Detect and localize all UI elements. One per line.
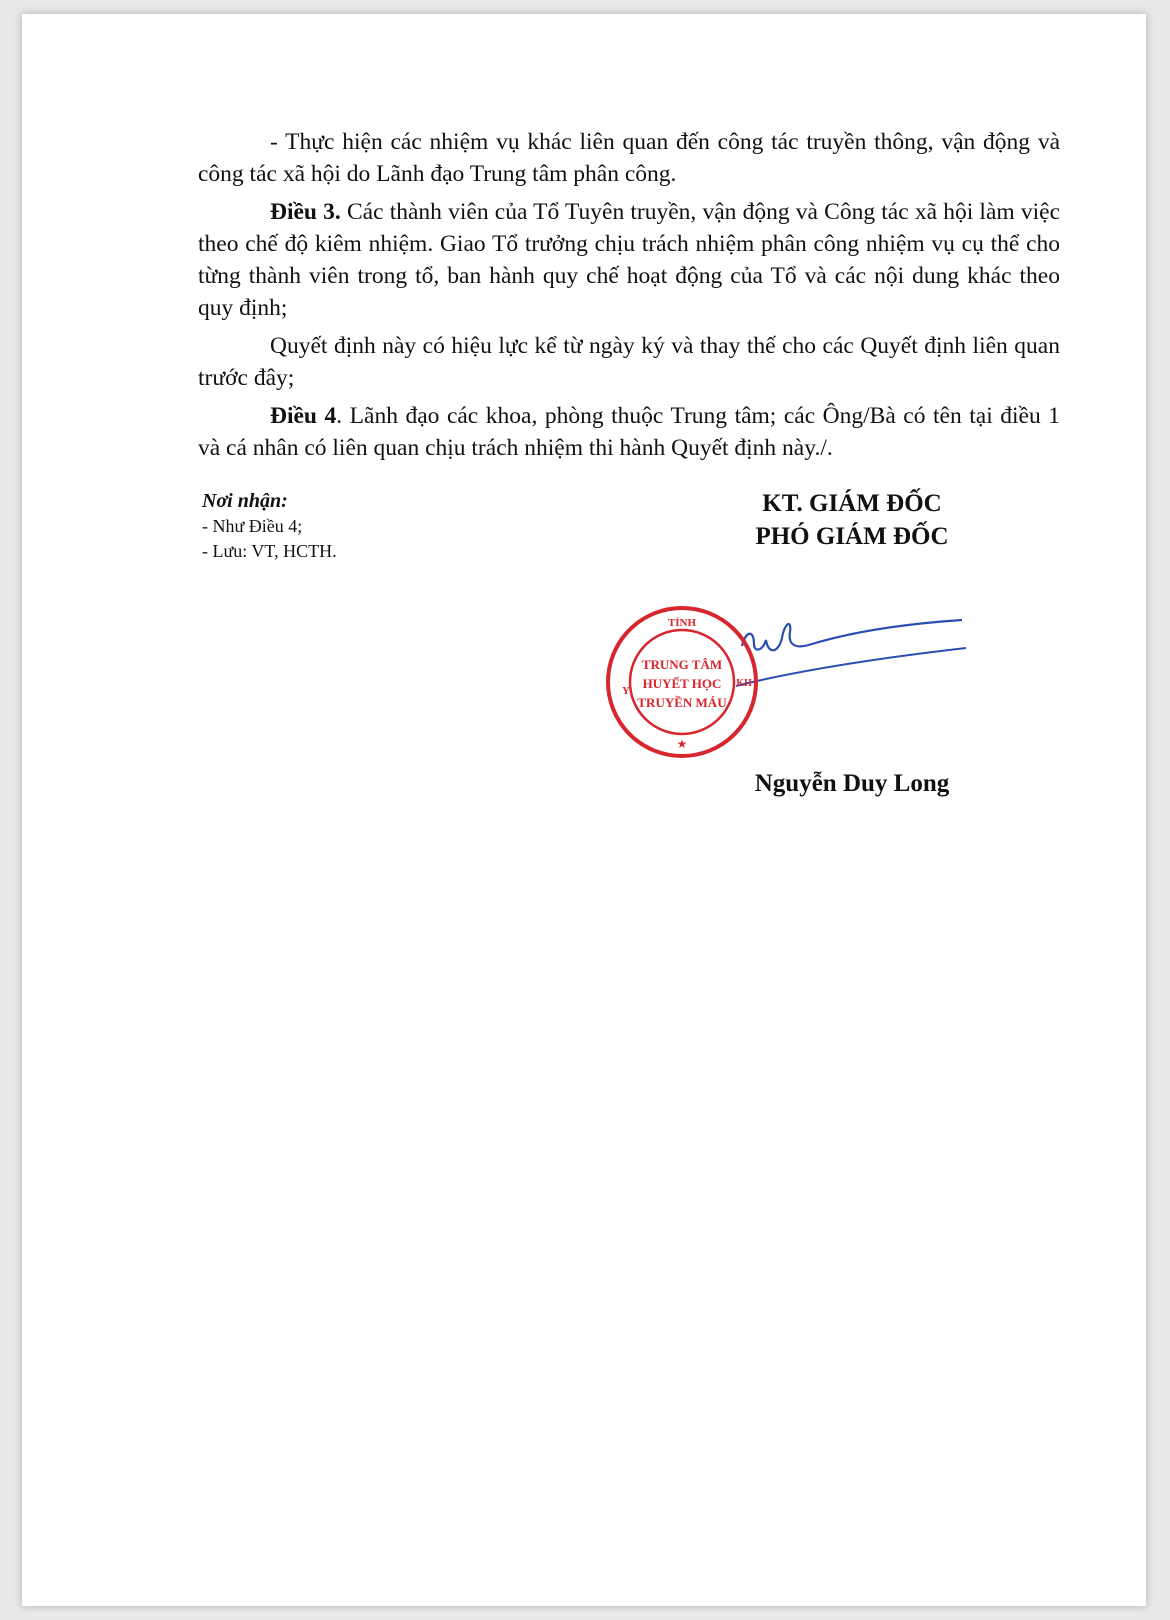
svg-text:KH: KH [736, 678, 752, 689]
paragraph-effective: Quyết định này có hiệu lực kể từ ngày ký và thay thế cho các Quyết định liên quan trước đây; [198, 333, 1060, 391]
recipient-item: - Lưu: VT, HCTH. [202, 541, 337, 561]
signer-title-line1: KT. GIÁM ĐỐC [762, 490, 942, 517]
document-body [198, 126, 1060, 470]
svg-text:TRUNG TÂM: TRUNG TÂM [641, 657, 723, 672]
article-label: Điều 3. [270, 199, 341, 225]
signer-title-line2: PHÓ GIÁM ĐỐC [755, 523, 949, 550]
official-seal [602, 602, 762, 762]
paragraph-article-3: Điều 3. Các thành viên của Tổ Tuyên truyền, vận động và Công tác xã hội làm việc theo chế độ kiêm nhiệm. Giao Tổ trưởng chịu trách nhiệm phân công nhiệm vụ cụ thể cho từng thành viên trong tổ, ban hành quy chế hoạt động của Tổ và các nội dung khác theo quy định; [198, 199, 1061, 321]
svg-text:HUYẾT HỌC: HUYẾT HỌC [642, 676, 722, 691]
paragraph-article-4: Điều 4. Lãnh đạo các khoa, phòng thuộc Trung tâm; các Ông/Bà có tên tại điều 1 và cá nhân có liên quan chịu trách nhiệm thi hành Quyết định này./. [198, 403, 1061, 461]
signer-name: Nguyễn Duy Long [754, 770, 950, 797]
signer-title [712, 487, 992, 553]
svg-text:★: ★ [676, 737, 688, 751]
recipients-block [202, 489, 337, 564]
svg-text:TRUYỀN MÁU: TRUYỀN MÁU [637, 695, 727, 710]
document-page [22, 14, 1146, 1606]
svg-text:TỈNH: TỈNH [667, 617, 697, 629]
signature-icon [732, 610, 972, 700]
recipient-item: - Như Điều 4; [202, 516, 303, 536]
paragraph-other-duties: - Thực hiện các nhiệm vụ khác liên quan đến công tác truyền thông, vận động và công tác xã hội do Lãnh đạo Trung tâm phân công. [198, 129, 1060, 187]
svg-text:Y: Y [622, 685, 630, 697]
article-label: Điều 4 [270, 403, 337, 429]
recipients-heading: Nơi nhận: [202, 490, 288, 512]
